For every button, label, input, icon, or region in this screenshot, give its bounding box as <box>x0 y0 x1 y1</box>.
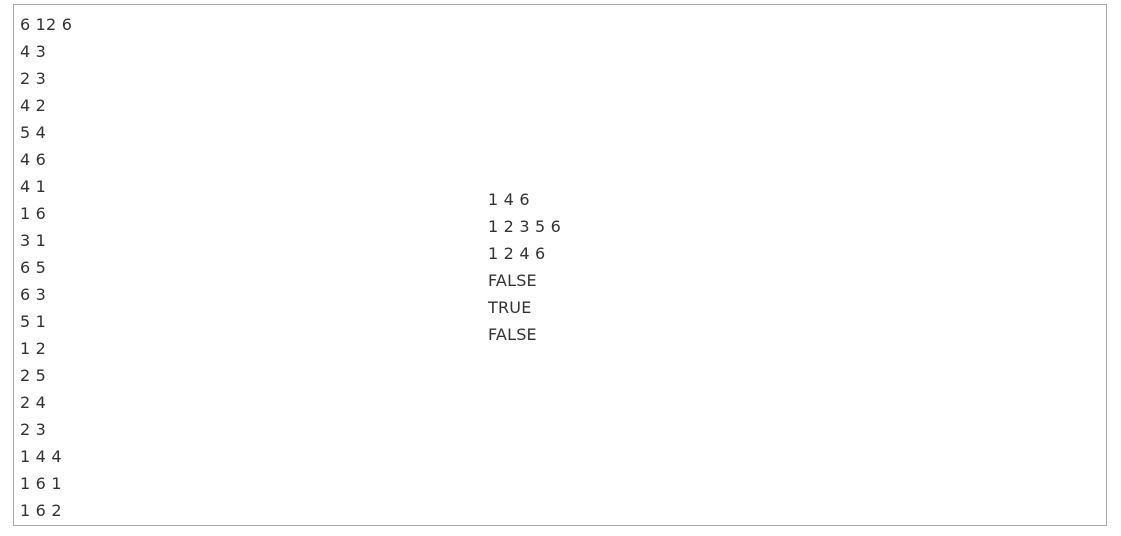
sample-io-table <box>13 4 1107 526</box>
input-line: 1 6 1 <box>20 474 62 493</box>
input-line: 2 3 <box>20 420 47 439</box>
input-line: 6 5 <box>20 258 47 277</box>
input-line: 2 3 <box>20 69 47 88</box>
input-line: 4 6 <box>20 150 47 169</box>
output-line: FALSE <box>488 325 537 344</box>
input-line: 2 5 <box>20 366 47 385</box>
input-line: 4 2 <box>20 96 47 115</box>
input-line: 4 1 <box>20 177 47 196</box>
input-line: 1 4 4 <box>20 447 62 466</box>
input-line: 1 6 2 <box>20 501 62 520</box>
output-line: 1 4 6 <box>488 190 530 209</box>
sample-output-cell <box>488 5 1106 525</box>
input-line: 4 3 <box>20 42 47 61</box>
input-line: 5 4 <box>20 123 47 142</box>
output-line: 1 2 4 6 <box>488 244 546 263</box>
input-line: 6 12 6 <box>20 15 73 34</box>
sample-input-cell <box>14 5 488 525</box>
output-block <box>488 186 561 348</box>
output-line: TRUE <box>488 298 532 317</box>
input-line: 1 2 <box>20 339 47 358</box>
input-line: 3 1 <box>20 231 47 250</box>
output-line: 1 2 3 5 6 <box>488 217 562 236</box>
input-line: 2 4 <box>20 393 47 412</box>
input-line: 5 1 <box>20 312 47 331</box>
input-line: 6 3 <box>20 285 47 304</box>
input-line: 1 6 <box>20 204 47 223</box>
output-line: FALSE <box>488 271 537 290</box>
